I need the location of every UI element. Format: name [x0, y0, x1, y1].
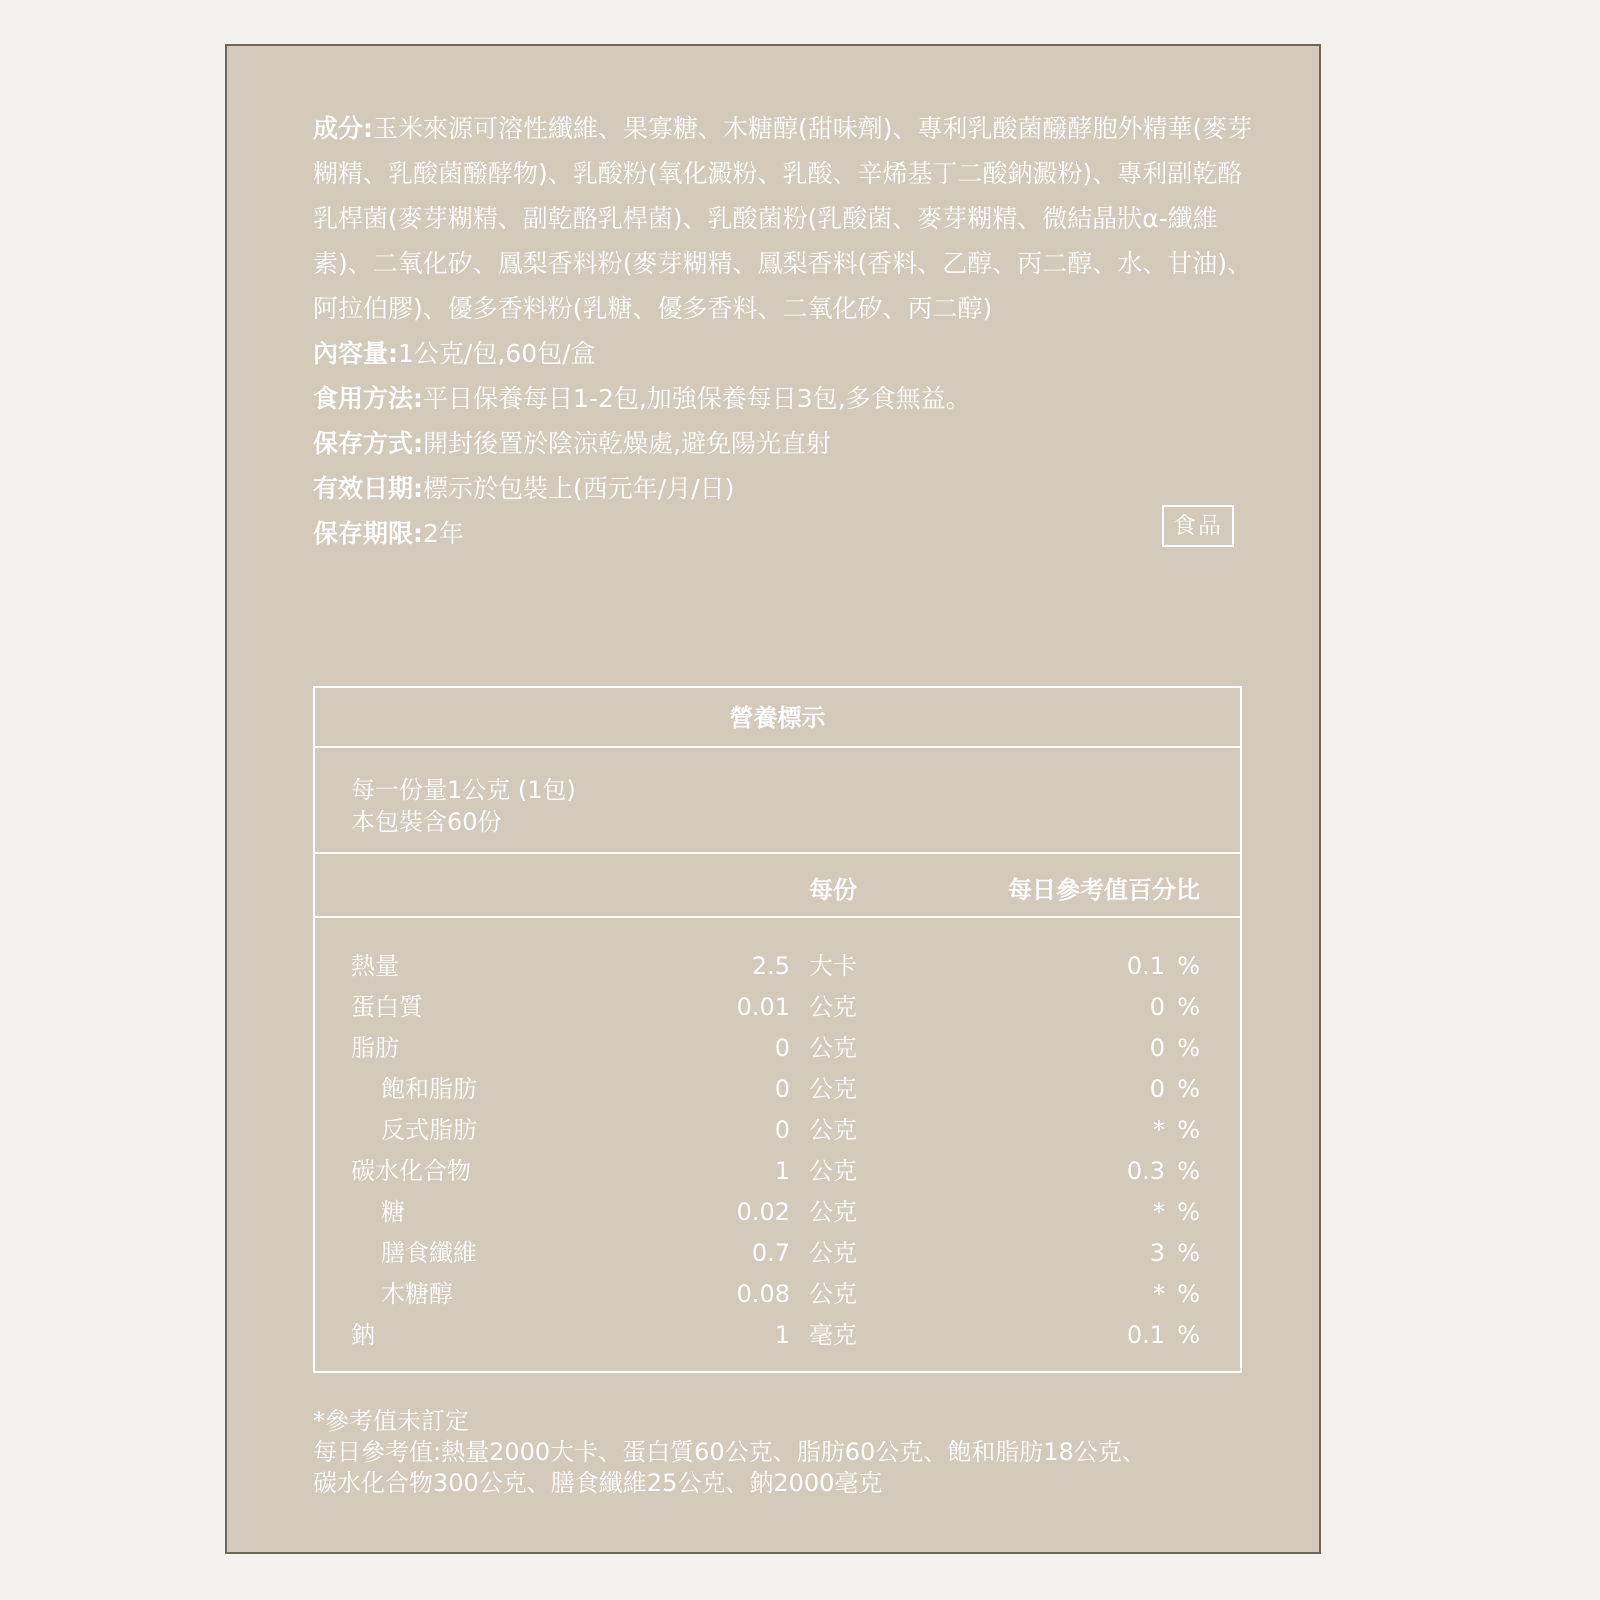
- table-row: [315, 1274, 1240, 1315]
- ingredients-label: 成分: [313, 114, 364, 143]
- table-row: [315, 1028, 1240, 1069]
- ingredients-line: [313, 106, 1253, 331]
- expiry-label: 有效日期: [313, 474, 414, 503]
- percent-sign: %: [1177, 952, 1200, 980]
- nutrient-unit: 公克: [809, 1239, 857, 1267]
- usage-line: [313, 376, 1253, 421]
- nutrient-unit: 毫克: [809, 1321, 857, 1349]
- nutrient-value: 0.7: [751, 1239, 790, 1267]
- separator: :: [388, 339, 399, 368]
- storage-label: 保存方式: [313, 429, 414, 458]
- nutrient-daily-value: 0.3: [1126, 1157, 1165, 1185]
- percent-sign: %: [1177, 1239, 1200, 1267]
- table-row: [315, 1233, 1240, 1274]
- nutrient-value: 1: [774, 1157, 790, 1185]
- table-row: [315, 946, 1240, 987]
- content-value: 1公克/包,60包/盒: [398, 339, 596, 368]
- nutrient-name: 膳食纖維: [381, 1239, 477, 1267]
- nutrient-unit: 公克: [809, 1075, 857, 1103]
- footnote-asterisk: *參考值未訂定: [313, 1407, 469, 1435]
- serving-info: [315, 748, 1240, 854]
- nutrient-unit: 公克: [809, 1198, 857, 1226]
- nutrient-value: 2.5: [751, 952, 790, 980]
- nutrient-value: 0.01: [736, 993, 790, 1021]
- table-row: [315, 1192, 1240, 1233]
- nutrient-unit: 公克: [809, 1280, 857, 1308]
- food-badge: 食品: [1162, 505, 1234, 547]
- separator: :: [413, 474, 424, 503]
- nutrient-daily-value: 0.1: [1126, 952, 1165, 980]
- nutrient-daily-value: *: [1153, 1116, 1165, 1144]
- percent-sign: %: [1177, 1157, 1200, 1185]
- nutrient-value: 0: [774, 1034, 790, 1062]
- nutrient-name: 脂肪: [351, 1034, 399, 1062]
- table-row: [315, 1151, 1240, 1192]
- nutrient-value: 0.08: [736, 1280, 790, 1308]
- nutrient-unit: 公克: [809, 993, 857, 1021]
- nutrient-name: 蛋白質: [351, 993, 423, 1021]
- nutrient-daily-value: 0: [1149, 1075, 1165, 1103]
- nutrient-daily-value: 3: [1149, 1239, 1165, 1267]
- footnote: [313, 1406, 1253, 1499]
- servings-per-pack: 本包裝含60份: [351, 808, 502, 836]
- storage-value: 開封後置於陰涼乾燥處,避免陽光直射: [423, 429, 831, 458]
- shelf-life-line: [313, 511, 1253, 556]
- usage-label: 食用方法: [313, 384, 414, 413]
- separator: :: [413, 429, 424, 458]
- nutrition-table: [313, 686, 1242, 1373]
- percent-sign: %: [1177, 1116, 1200, 1144]
- percent-sign: %: [1177, 1198, 1200, 1226]
- separator: :: [363, 114, 374, 143]
- nutrient-unit: 公克: [809, 1157, 857, 1185]
- per-serving-header: 每份: [809, 876, 857, 904]
- percent-sign: %: [1177, 1321, 1200, 1349]
- percent-sign: %: [1177, 1280, 1200, 1308]
- nutrient-value: 0: [774, 1116, 790, 1144]
- nutrition-header: [315, 854, 1240, 918]
- footnote-daily-values: 每日參考值:熱量2000大卡、蛋白質60公克、脂肪60公克、飽和脂肪18公克、: [313, 1438, 1146, 1466]
- footnote-daily-values-cont: 碳水化合物300公克、膳食纖維25公克、鈉2000毫克: [313, 1469, 883, 1497]
- content-line: [313, 331, 1253, 376]
- nutrient-name: 糖: [381, 1198, 405, 1226]
- table-row: [315, 1069, 1240, 1110]
- nutrient-daily-value: 0.1: [1126, 1321, 1165, 1349]
- nutrient-daily-value: 0: [1149, 1034, 1165, 1062]
- separator: :: [413, 384, 424, 413]
- product-info: [313, 106, 1253, 556]
- nutrient-name: 碳水化合物: [351, 1157, 471, 1185]
- content-label: 內容量: [313, 339, 389, 368]
- nutrition-rows: [315, 918, 1240, 1356]
- percent-sign: %: [1177, 1075, 1200, 1103]
- nutrient-daily-value: 0: [1149, 993, 1165, 1021]
- nutrient-name: 反式脂肪: [381, 1116, 477, 1144]
- percent-sign: %: [1177, 1034, 1200, 1062]
- nutrient-unit: 公克: [809, 1034, 857, 1062]
- shelf-life-value: 2年: [423, 519, 464, 548]
- nutrient-unit: 公克: [809, 1116, 857, 1144]
- table-row: [315, 987, 1240, 1028]
- nutrient-value: 1: [774, 1321, 790, 1349]
- ingredients-value: 玉米來源可溶性纖維、果寡糖、木糖醇(甜味劑)、專利乳酸菌醱酵胞外精華(麥芽糊精、乳酸菌醱酵物)、乳酸粉(氧化澱粉、乳酸、辛烯基丁二酸鈉澱粉)、專利副乾酪乳桿菌(麥芽糊精、副乾酪乳桿菌)、乳酸菌粉(乳酸菌、麥芽糊精、微結晶狀α-纖維素)、二氧化矽、鳳梨香料粉(麥芽糊精、鳳梨香料(香料、乙醇、丙二醇、水、甘油)、阿拉伯膠)、優多香料粉(乳糖、優多香料、二氧化矽、丙二醇): [313, 114, 1253, 323]
- separator: :: [413, 519, 424, 548]
- expiry-value: 標示於包裝上(西元年/月/日): [423, 474, 735, 503]
- nutrient-value: 0: [774, 1075, 790, 1103]
- nutrient-daily-value: *: [1153, 1198, 1165, 1226]
- nutrient-unit: 大卡: [809, 952, 857, 980]
- usage-value: 平日保養每日1-2包,加強保養每日3包,多食無益。: [423, 384, 971, 413]
- nutrient-name: 鈉: [351, 1321, 375, 1349]
- nutrition-title: 營養標示: [315, 688, 1240, 748]
- serving-size: 每一份量1公克 (1包): [351, 776, 576, 804]
- label-panel: [225, 44, 1321, 1554]
- nutrient-value: 0.02: [736, 1198, 790, 1226]
- expiry-line: [313, 466, 1253, 511]
- nutrient-name: 木糖醇: [381, 1280, 453, 1308]
- nutrient-name: 飽和脂肪: [381, 1075, 477, 1103]
- percent-sign: %: [1177, 993, 1200, 1021]
- table-row: [315, 1110, 1240, 1151]
- nutrient-name: 熱量: [351, 952, 399, 980]
- daily-value-header: 每日參考值百分比: [1008, 876, 1200, 904]
- table-row: [315, 1315, 1240, 1356]
- nutrient-daily-value: *: [1153, 1280, 1165, 1308]
- storage-line: [313, 421, 1253, 466]
- shelf-life-label: 保存期限: [313, 519, 414, 548]
